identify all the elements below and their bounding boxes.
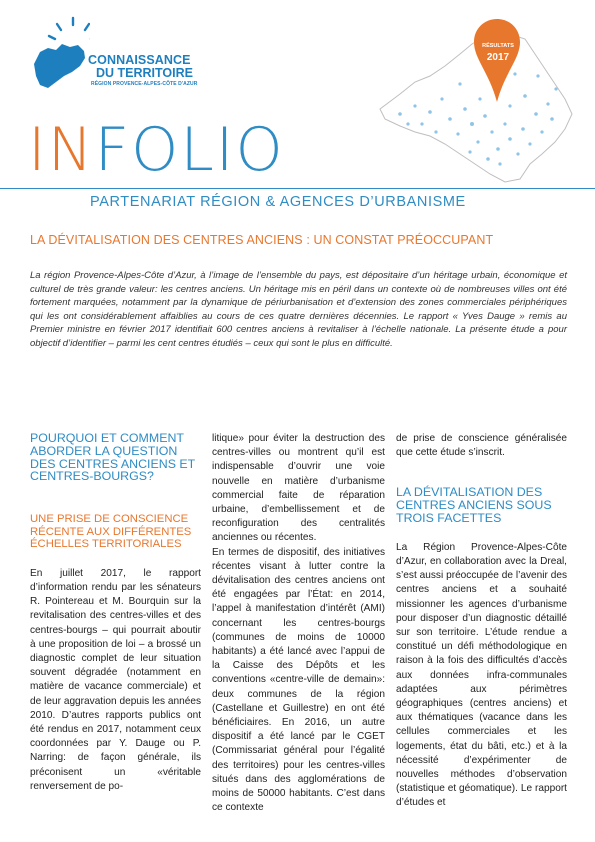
body-paragraph: En termes de dispositif, des initiatives récentes visant à lutter contre la dévitalisation des centres anciens ont été engagées par l’État: en 2014, l’appel à manifestation d’intérêt (AMI) concernant les centres-bourgs (communes de moins de 10000 habitants) a été lancé avec l’appui de la Caisse des Dépôts et les conventions «centre-ville de demain»: deux communes de la région (Castellane et Guillestre) en ont été bénéficiaires. En 2016, un autre dispositif a été lancé par le CGET (Commissariat général pour l’égalité des territoires) pour les centres-villes situés dans des agglomérations de moins de 50000 habitants. C’est dans ce contexte — [212, 546, 385, 814]
pin-year: 2017 — [486, 52, 510, 63]
section-heading: LA DÉVITALISATION DES CENTRES ANCIENS SOUS TROIS FACETTES — [396, 485, 552, 525]
column-1 — [30, 432, 201, 794]
publication-subtitle: PARTENARIAT RÉGION & AGENCES D’URBANISME — [90, 194, 466, 210]
section-heading: POURQUOI ET COMMENT ABORDER LA QUESTION DES CENTRES ANCIENS ET CENTRES-BOURGS? — [30, 431, 196, 484]
pin-label: RÉSULTATS — [482, 43, 514, 49]
brand-region-label: RÉGION PROVENCE-ALPES-CÔTE D'AZUR — [91, 81, 198, 87]
body-paragraph: En juillet 2017, le rapport d’information rendu par les sénateurs R. Pointereau et M. Bourquin sur la revitalisation des centres-villes et des centres-bourgs – qui pourrait aboutir à une proposition de loi – a brossé un diagnostic complet de leur situation souvent dégradée (notamment en matière de vacance commerciale) et de leur aggravation depuis les années 2010. D’autres rapports publics ont été rendus en 2017, notamment ceux coordonnées par Y. Dauge ou P. Narring: de façon générale, ils préconisent un «véritable renversement de po- — [30, 567, 201, 792]
title-part-folio: FOLIO — [94, 115, 285, 185]
body-paragraph: La Région Provence-Alpes-Côte d’Azur, en collaboration avec la Dreal, s’est aussi préoccupée de l’avenir des centres anciens et a souhaité missionner les agences d’urbanisme pour disposer d’un diagnostic détaillé sur son territoire. L’étude rendue a constitué un défi méthodologique en raison à la fois des difficultés d’accès aux données infra-communales adaptées aux périmètres géographiques (centres anciens) et aux thématiques (vacance dans les cellules commerciales et les logements, état du bâti, etc.) et à la nécessité d’expérimenter de nouvelles méthodes d’observation (statistique et géomatique). Le rapport d’études et — [396, 541, 567, 809]
column-2 — [212, 432, 385, 815]
region-map-icon — [34, 44, 85, 88]
region-logo — [30, 14, 90, 109]
brand-name-line2: DU TERRITOIRE — [96, 66, 193, 80]
title-part-in: IN — [28, 115, 95, 185]
body-paragraph: de prise de conscience généralisée que cette étude s’inscrit. — [396, 433, 567, 459]
intro-paragraph: La région Provence-Alpes-Côte d’Azur, à l’image de l’ensemble du pays, est dépositaire d’un héritage urbain, économique et culturel de très grande valeur: les centres anciens. Un héritage mis en péril dans un contexte où de nombreuses villes ont été fortement marquées, notamment par la dynamique de périurbanisation et d’extension des zones commerciales périphériques qui les ont considérablement affaiblies au cours de ces quatre dernières décennies. Le rapport « Yves Dauge » remis au Premier ministre en février 2017 identifiait 600 centres anciens à revitaliser à l’échelle nationale. La présente étude a pour objectif d’identifier – parmi les cent centres étudiés – ceux qui sont le plus en difficulté. — [30, 270, 567, 349]
body-paragraph: litique» pour éviter la destruction des centres-villes ou montrent qu’il est indispensable d’ouvrir une voie nouvelle en matière d’urbanisme commercial faite de réparation urbaine, d’embellissement et de reconfiguration des centralités anciennes ou récentes. — [212, 433, 385, 544]
publication-title — [28, 115, 285, 185]
map-dots — [398, 72, 557, 165]
article-headline: LA DÉVITALISATION DES CENTRES ANCIENS : UN CONSTAT PRÉOCCUPANT — [30, 233, 494, 247]
title-divider — [0, 188, 595, 189]
column-3 — [396, 432, 567, 811]
brand-name-line1: CONNAISSANCE — [88, 53, 191, 67]
region-outline-map — [360, 14, 595, 189]
subsection-heading: UNE PRISE DE CONSCIENCE RÉCENTE AUX DIFFÉRENTES ÉCHELLES TERRITORIALES — [30, 513, 192, 551]
sun-rays-icon — [49, 18, 90, 39]
